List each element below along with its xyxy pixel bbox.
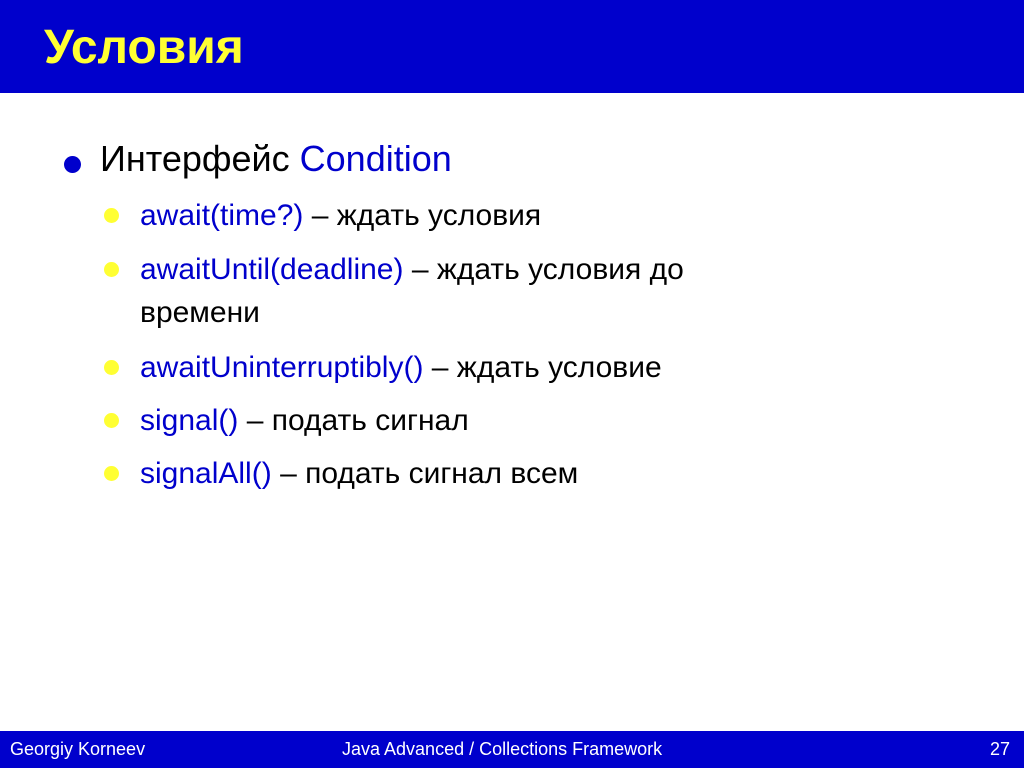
item-code: signalAll() xyxy=(140,457,272,490)
footer-author: Georgiy Korneev xyxy=(10,739,146,759)
item-code: awaitUninterruptibly() xyxy=(140,351,424,384)
bullet-icon xyxy=(104,360,119,375)
bullet-item-level2 xyxy=(140,247,684,293)
item-text: – ждать условия до xyxy=(411,253,684,286)
item-code: await(time?) xyxy=(140,199,304,232)
item-text: Интерфейс xyxy=(100,138,290,179)
bullet-item-level2 xyxy=(140,398,469,444)
bullet-item-level2 xyxy=(140,451,578,497)
item-text: – подать сигнал всем xyxy=(280,457,579,490)
bullet-icon xyxy=(104,208,119,223)
bullet-icon xyxy=(104,413,119,428)
footer-course-title: Java Advanced / Collections Framework xyxy=(342,739,663,759)
slide-title: Условия xyxy=(44,21,244,74)
bullet-item-level2 xyxy=(140,345,662,391)
bullet-item-level1 xyxy=(100,138,452,180)
bullet-item-continuation xyxy=(140,290,260,336)
bullet-icon xyxy=(64,156,81,173)
bullet-icon xyxy=(104,262,119,277)
item-text: времени xyxy=(140,296,260,329)
item-text: – ждать условие xyxy=(431,351,662,384)
item-code: signal() xyxy=(140,404,239,437)
item-code: Condition xyxy=(299,138,452,179)
bullet-icon xyxy=(104,466,119,481)
item-text: – ждать условия xyxy=(311,199,542,232)
page-number: 27 xyxy=(989,739,1010,759)
item-text: – подать сигнал xyxy=(246,404,469,437)
bullet-item-level2 xyxy=(140,193,541,239)
item-code: awaitUntil(deadline) xyxy=(140,253,404,286)
